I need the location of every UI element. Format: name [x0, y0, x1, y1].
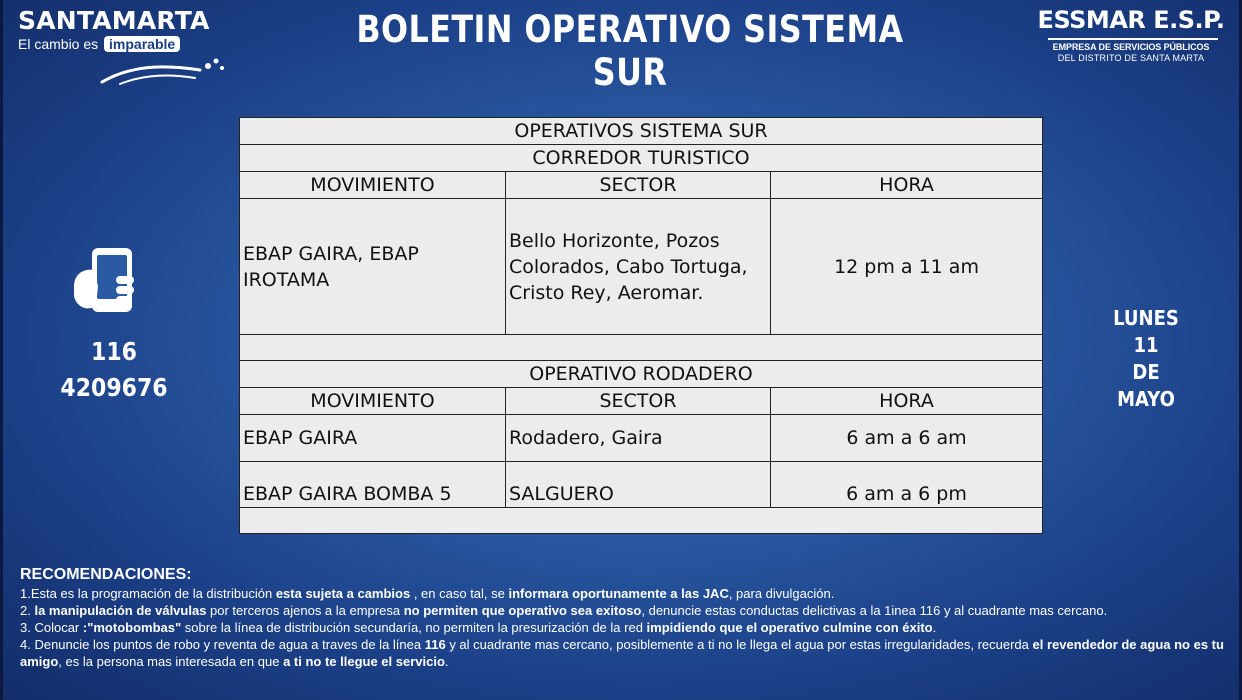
rec-text: , denuncie estas conductas delictivas a la 1inea 116 y al cuadrante mas cercano.	[641, 603, 1108, 618]
recommendation-1	[20, 585, 1230, 602]
contact-line-1: 116	[91, 337, 137, 366]
rec-bold: a ti no te llegue el servicio	[283, 654, 445, 669]
rec-bold: impidiendo que el operativo culmine con éxito	[646, 620, 933, 635]
cell-hora: 12 pm a 11 am	[771, 199, 1043, 335]
header-hora: HORA	[771, 388, 1043, 415]
cell-movimiento: EBAP GAIRA, EBAP IROTAMA	[240, 199, 506, 335]
rec-text: , para divulgación.	[728, 586, 835, 601]
santamarta-tagline	[18, 36, 233, 52]
table-row	[240, 199, 1043, 335]
header-movimiento: MOVIMIENTO	[240, 172, 506, 199]
rec-text: 4. Denuncie los puntos de robo y reventa de agua a traves de la línea	[20, 637, 425, 652]
date-block	[1101, 305, 1191, 413]
section-name: CORREDOR TURISTICO	[240, 145, 1043, 172]
rec-bold: :"motobombas"	[82, 620, 182, 635]
section-name: OPERATIVO RODADERO	[240, 361, 1043, 388]
tagline-text: El cambio es	[18, 36, 99, 52]
cell-sector: Bello Horizonte, Pozos Colorados, Cabo Tortuga, Cristo Rey, Aeromar.	[506, 199, 771, 335]
table-header-row	[240, 172, 1043, 199]
header-sector: SECTOR	[506, 172, 771, 199]
rec-text: 1.Esta es la programación de la distribución	[20, 586, 276, 601]
essmar-logo	[1036, 6, 1226, 63]
santamarta-logo	[18, 6, 233, 86]
rec-bold: 116	[424, 637, 446, 652]
rec-text: , es la persona mas interesada en que	[58, 654, 284, 669]
rec-text: 3. Colocar	[20, 620, 83, 635]
rec-bold: no permiten que operativo sea exitoso	[403, 603, 642, 618]
rec-text: , en caso tal, se	[410, 586, 509, 601]
rec-text: sobre la línea de distribución secundaría, no permiten la presurización de la red	[181, 620, 647, 635]
rec-bold: esta sujeta a cambios	[275, 586, 411, 601]
rec-bold: la manipulación de válvulas	[34, 603, 207, 618]
date-month: DE MAYO	[1117, 360, 1175, 411]
essmar-sub2: DEL DISTRITO DE SANTA MARTA	[1057, 53, 1205, 63]
recommendations-heading: RECOMENDACIONES:	[20, 566, 192, 583]
date-day: LUNES	[1113, 306, 1179, 330]
header-sector: SECTOR	[506, 388, 771, 415]
table-header-row	[240, 388, 1043, 415]
page-title: BOLETIN OPERATIVO SISTEMA SUR	[356, 8, 904, 94]
rec-text: por terceros ajenos a la empresa	[206, 603, 404, 618]
tagline-pill: imparable	[104, 36, 180, 52]
header-movimiento: MOVIMIENTO	[240, 388, 506, 415]
recommendation-3	[20, 619, 1230, 636]
essmar-brand: ESSMAR E.S.P.	[1037, 6, 1225, 34]
spacer-row	[240, 508, 1043, 534]
phone-hand-icon	[70, 246, 142, 318]
table-title: OPERATIVOS SISTEMA SUR	[240, 118, 1043, 145]
contact-line-2: 4209676	[60, 373, 168, 402]
recommendation-2	[20, 602, 1230, 619]
recommendation-4	[20, 636, 1230, 670]
essmar-divider	[1048, 38, 1218, 40]
cell-hora: 6 am a 6 am	[771, 415, 1043, 462]
table-row	[240, 415, 1043, 462]
header-hora: HORA	[771, 172, 1043, 199]
date-number: 11	[1133, 333, 1159, 357]
essmar-sub1: EMPRESA DE SERVICIOS PÚBLICOS	[1052, 42, 1210, 52]
rec-text: .	[444, 654, 449, 669]
santamarta-brand: SANTAMARTA	[18, 6, 210, 35]
rec-text: y al cuadrante mas cercano, posiblemente a ti no le llega el agua por estas irregularidades, recuerda	[445, 637, 1033, 652]
recommendations	[20, 566, 1230, 670]
cell-movimiento: EBAP GAIRA	[240, 415, 506, 462]
wave-icon	[100, 56, 230, 86]
rec-text: 2.	[20, 603, 35, 618]
table-row	[240, 462, 1043, 508]
cell-hora: 6 am a 6 pm	[771, 462, 1043, 508]
cell-sector: SALGUERO	[506, 462, 771, 508]
cell-movimiento: EBAP GAIRA BOMBA 5	[240, 462, 506, 508]
operations-table	[239, 117, 1043, 534]
cell-sector: Rodadero, Gaira	[506, 415, 771, 462]
rec-text: .	[932, 620, 937, 635]
rec-bold: el revendedor de agua no es tu amigo	[20, 637, 1224, 669]
spacer-row	[240, 335, 1043, 361]
rec-bold: informara oportunamente a las JAC	[508, 586, 729, 601]
